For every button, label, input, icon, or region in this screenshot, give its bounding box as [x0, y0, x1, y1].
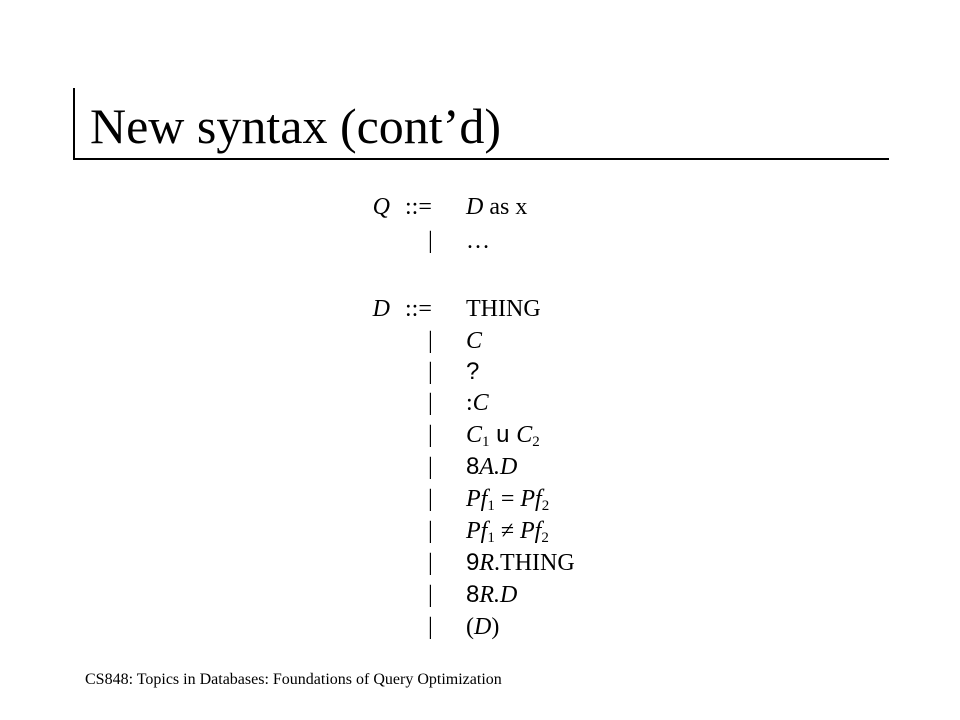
- d-alt-paren-d: (D): [466, 614, 500, 640]
- d-alt-bar: |: [428, 582, 433, 608]
- d-alt-forall-a-d: 8A.D: [466, 453, 518, 480]
- q-alt-ellipsis: …: [466, 228, 490, 254]
- slide-title: New syntax (cont’d): [90, 98, 501, 154]
- d-alt-c1-and-c2: $C_1$ u $C_2$: [466, 421, 540, 450]
- d-alt-forall-r-d: 8R.D: [466, 581, 518, 608]
- d-alt-c: C: [466, 328, 483, 354]
- d-alt-bar: |: [428, 614, 433, 640]
- d-alt-bar: |: [428, 328, 433, 354]
- d-alt-bar: |: [428, 454, 433, 480]
- d-alt-bar: |: [428, 550, 433, 576]
- q-alt-bar: |: [428, 228, 433, 254]
- d-rule-define-op: ::=: [405, 296, 432, 322]
- d-alt-bar: |: [428, 518, 433, 544]
- d-alt-not-c: :C: [466, 390, 489, 416]
- d-alt-bar: |: [428, 359, 433, 385]
- q-rule-lhs: Q: [372, 194, 390, 220]
- d-alt-pf-not-equal: $Pf_1 \ne Pf_2$: [466, 518, 549, 546]
- d-alt-thing: THING: [466, 296, 541, 322]
- d-alt-bar: |: [428, 486, 433, 512]
- d-alt-pf-equal: $Pf_1 = Pf_2$: [466, 486, 550, 514]
- d-alt-bar: |: [428, 390, 433, 416]
- q-alt-d-as-x: D as x: [466, 194, 528, 220]
- slide-footer: CS848: Topics in Databases: Foundations of Query Optimization: [85, 671, 502, 688]
- d-alt-question: ?: [466, 358, 480, 385]
- q-rule-define-op: ::=: [405, 194, 432, 220]
- d-alt-bar: |: [428, 422, 433, 448]
- d-rule-lhs: D: [372, 296, 390, 322]
- d-alt-exists-r-thing: 9R.THING: [466, 549, 575, 576]
